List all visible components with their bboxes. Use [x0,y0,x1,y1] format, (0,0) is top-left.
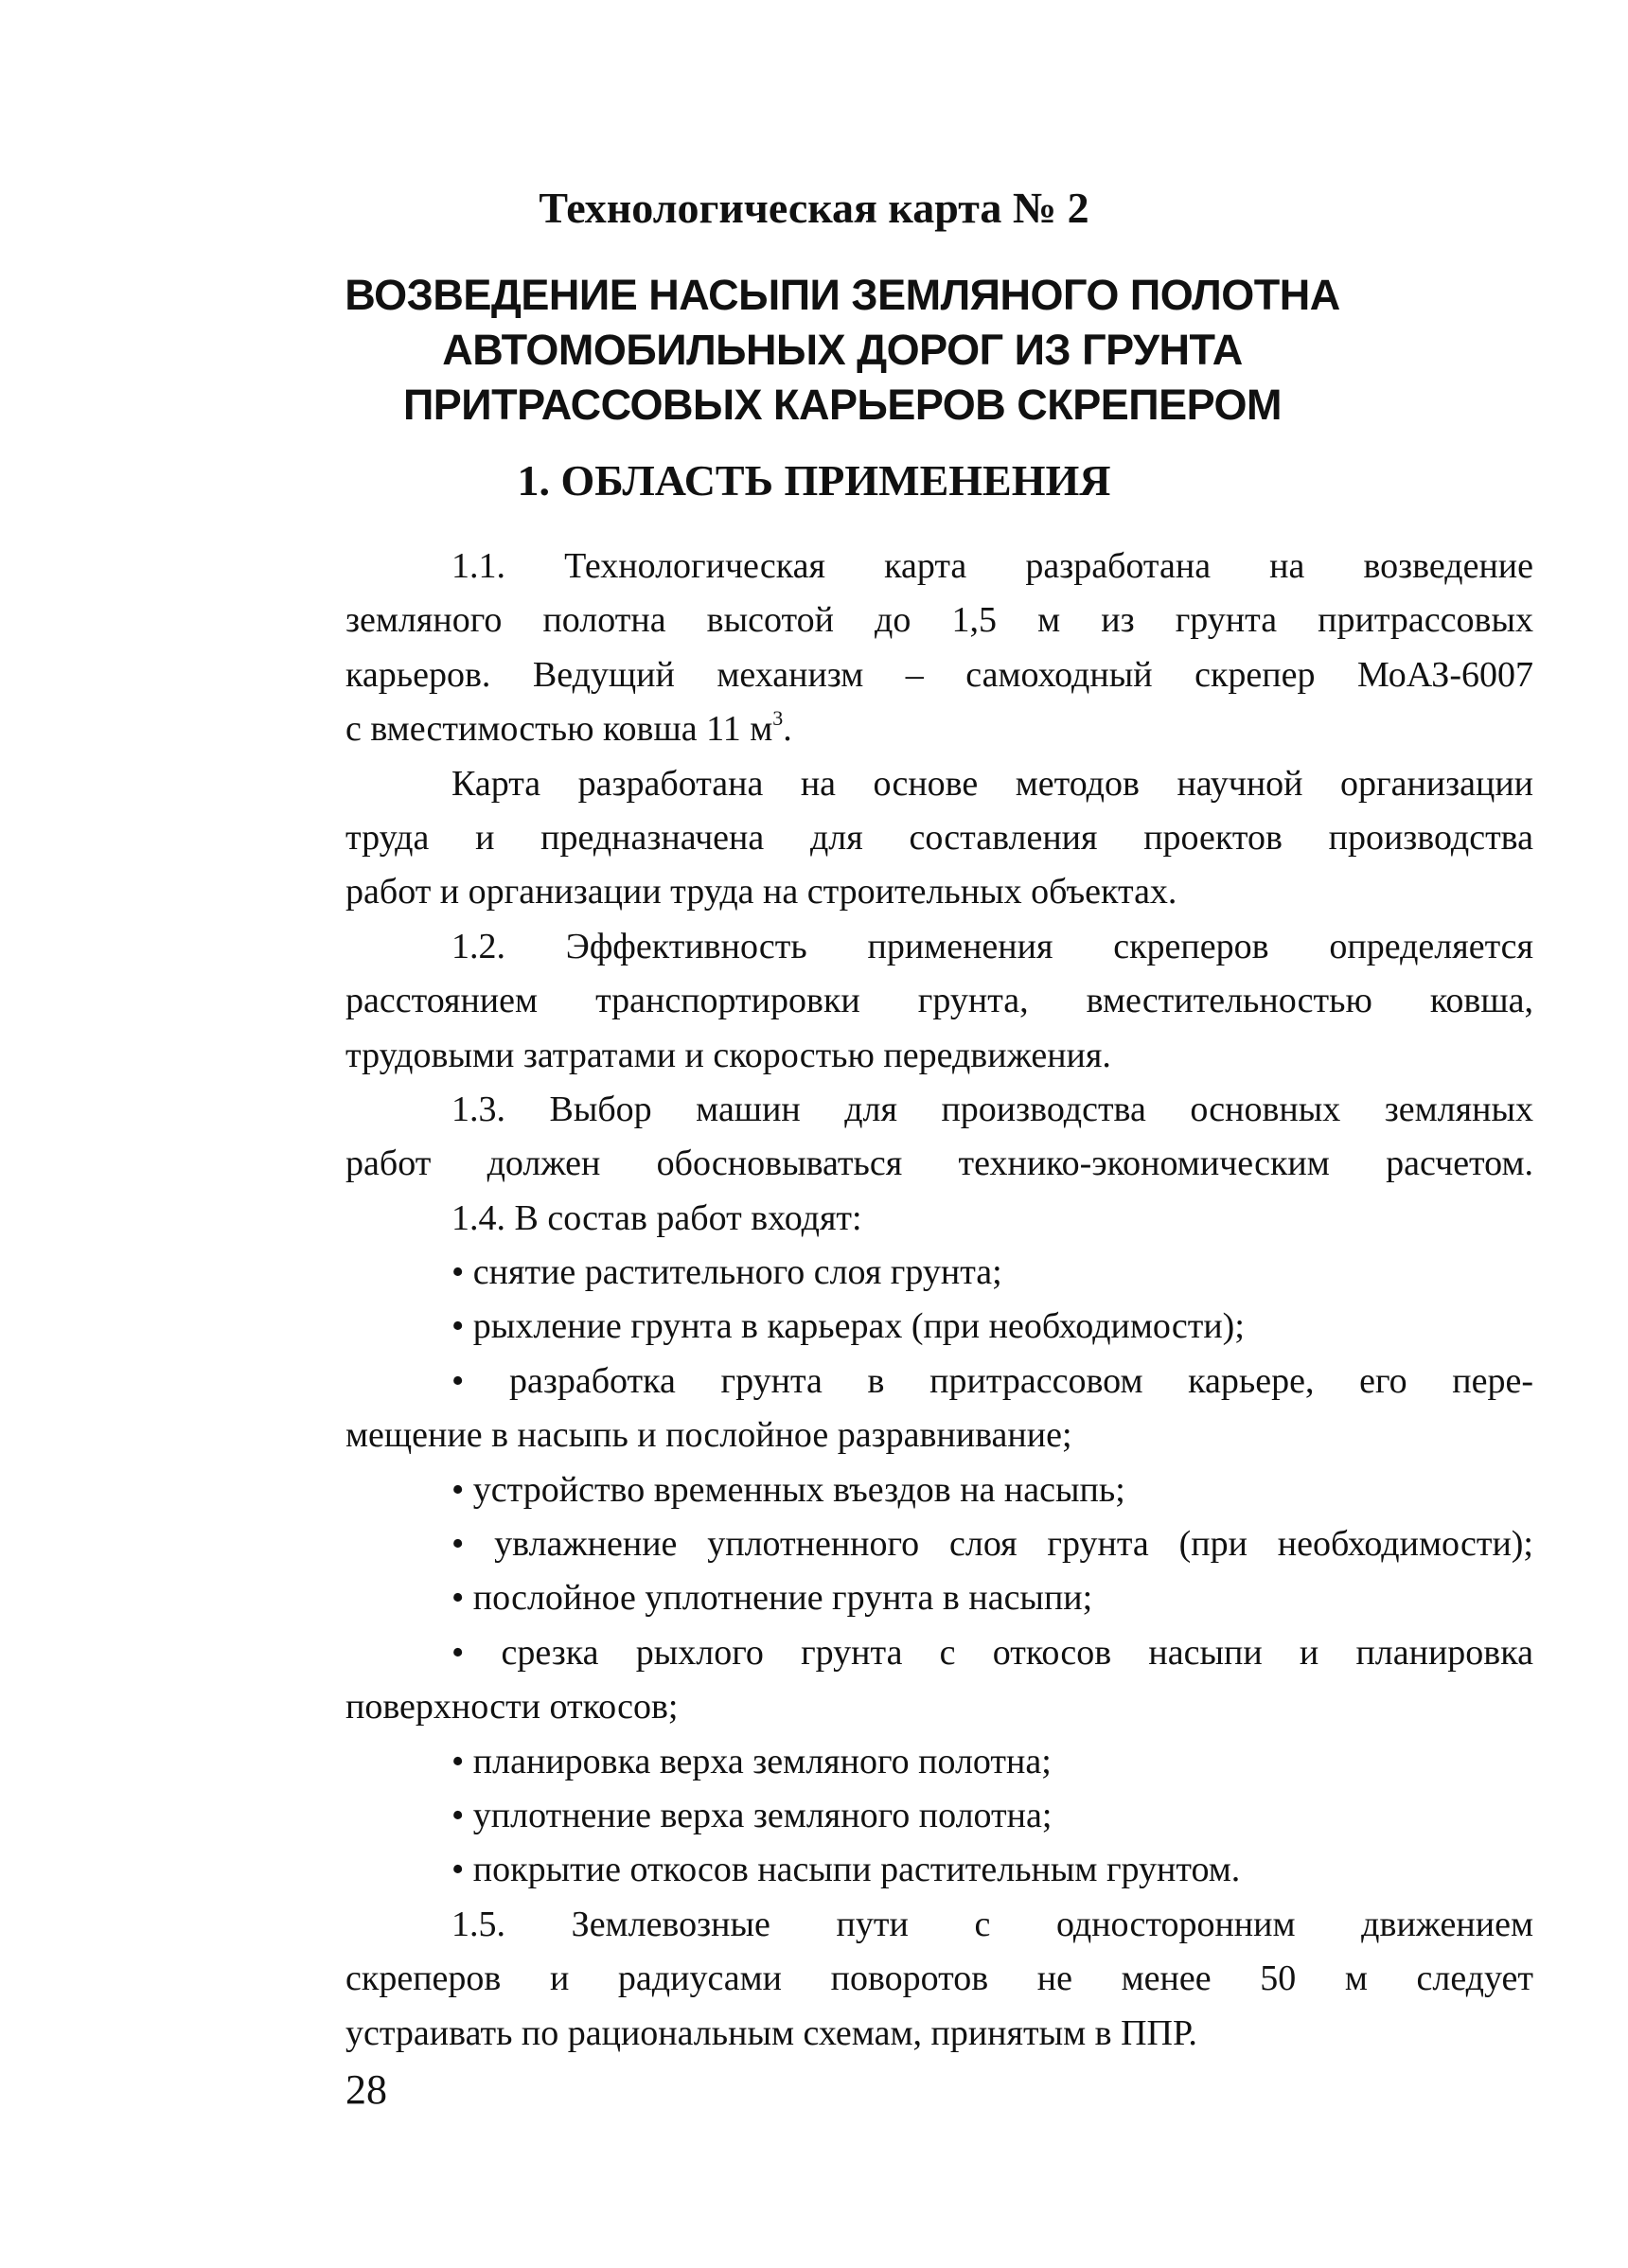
text-line: 1.1. Технологическая карта разработана на возведение [451,546,1533,586]
text-line: труда и предназначена для составления проектов производства [345,817,1533,858]
list-item: • планировка верха земляного полотна; [451,1741,1052,1781]
list-item: • увлажнение уплотненного слоя грунта (при необходимости); [451,1524,1533,1565]
main-title-line: АВТОМОБИЛЬНЫХ ДОРОГ ИЗ ГРУНТА [442,326,1243,374]
text-line [345,702,1533,756]
list-item: • покрытие откосов насыпи растительным грунтом. [451,1850,1241,1890]
text-line: 1.5. Землевозные пути с односторонним движением [451,1904,1533,1944]
list-item: • снятие растительного слоя грунта; [451,1252,1002,1293]
main-title-line: ВОЗВЕДЕНИЕ НАСЫПИ ЗЕМЛЯНОГО ПОЛОТНА [345,271,1340,319]
list-item: • послойное уплотнение грунта в насыпи; [451,1578,1093,1619]
text-line: Карта разработана на основе методов научной организации [451,763,1533,804]
text-line: скреперов и радиусами поворотов не менее 50 м следует [345,1958,1533,1999]
main-title-line: ПРИТРАССОВЫХ КАРЬЕРОВ СКРЕПЕРОМ [402,381,1283,429]
body-text [345,540,1533,2061]
main-title [284,268,1401,433]
text-line: земляного полотна высотой до 1,5 м из грунта притрассовых [345,600,1533,641]
text-line: работ и организации труда на строительных объектах. [345,872,1177,913]
text-fragment: . [783,709,792,750]
page-number: 28 [345,2066,387,2113]
text-line: поверхности откосов; [345,1687,679,1728]
list-item: • рыхление грунта в карьерах (при необходимости); [451,1306,1245,1347]
superscript: 3 [772,706,784,731]
card-title: Технологическая карта № 2 [539,184,1089,232]
list-item: • устройство временных въездов на насыпь; [451,1469,1125,1510]
section-title: 1. ОБЛАСТЬ ПРИМЕНЕНИЯ [517,456,1111,505]
text-line: расстоянием транспортировки грунта, вместительностью ковша, [345,981,1533,1021]
list-item: • уплотнение верха земляного полотна; [451,1795,1053,1835]
text-line: мещение в насыпь и послойное разравнивание; [345,1415,1072,1456]
text-fragment: с вместимостью ковша 11 м [345,709,773,750]
text-line: 1.4. В состав работ входят: [451,1197,862,1238]
text-line: устраивать по рациональным схемам, принятым в ППР. [345,2012,1197,2053]
text-line: работ должен обосновываться технико-экономическим расчетом. [345,1143,1533,1184]
list-item: • разработка грунта в притрассовом карьере, его пере- [451,1360,1533,1401]
text-line: 1.2. Эффективность применения скреперов определяется [451,926,1533,966]
text-line: 1.3. Выбор машин для производства основных земляных [451,1089,1533,1129]
list-item: • срезка рыхлого грунта с откосов насыпи и планировка [451,1632,1533,1673]
text-line: карьеров. Ведущий механизм – самоходный скрепер МоАЗ-6007 [345,654,1533,695]
text-line: трудовыми затратами и скоростью передвижения. [345,1035,1111,1075]
